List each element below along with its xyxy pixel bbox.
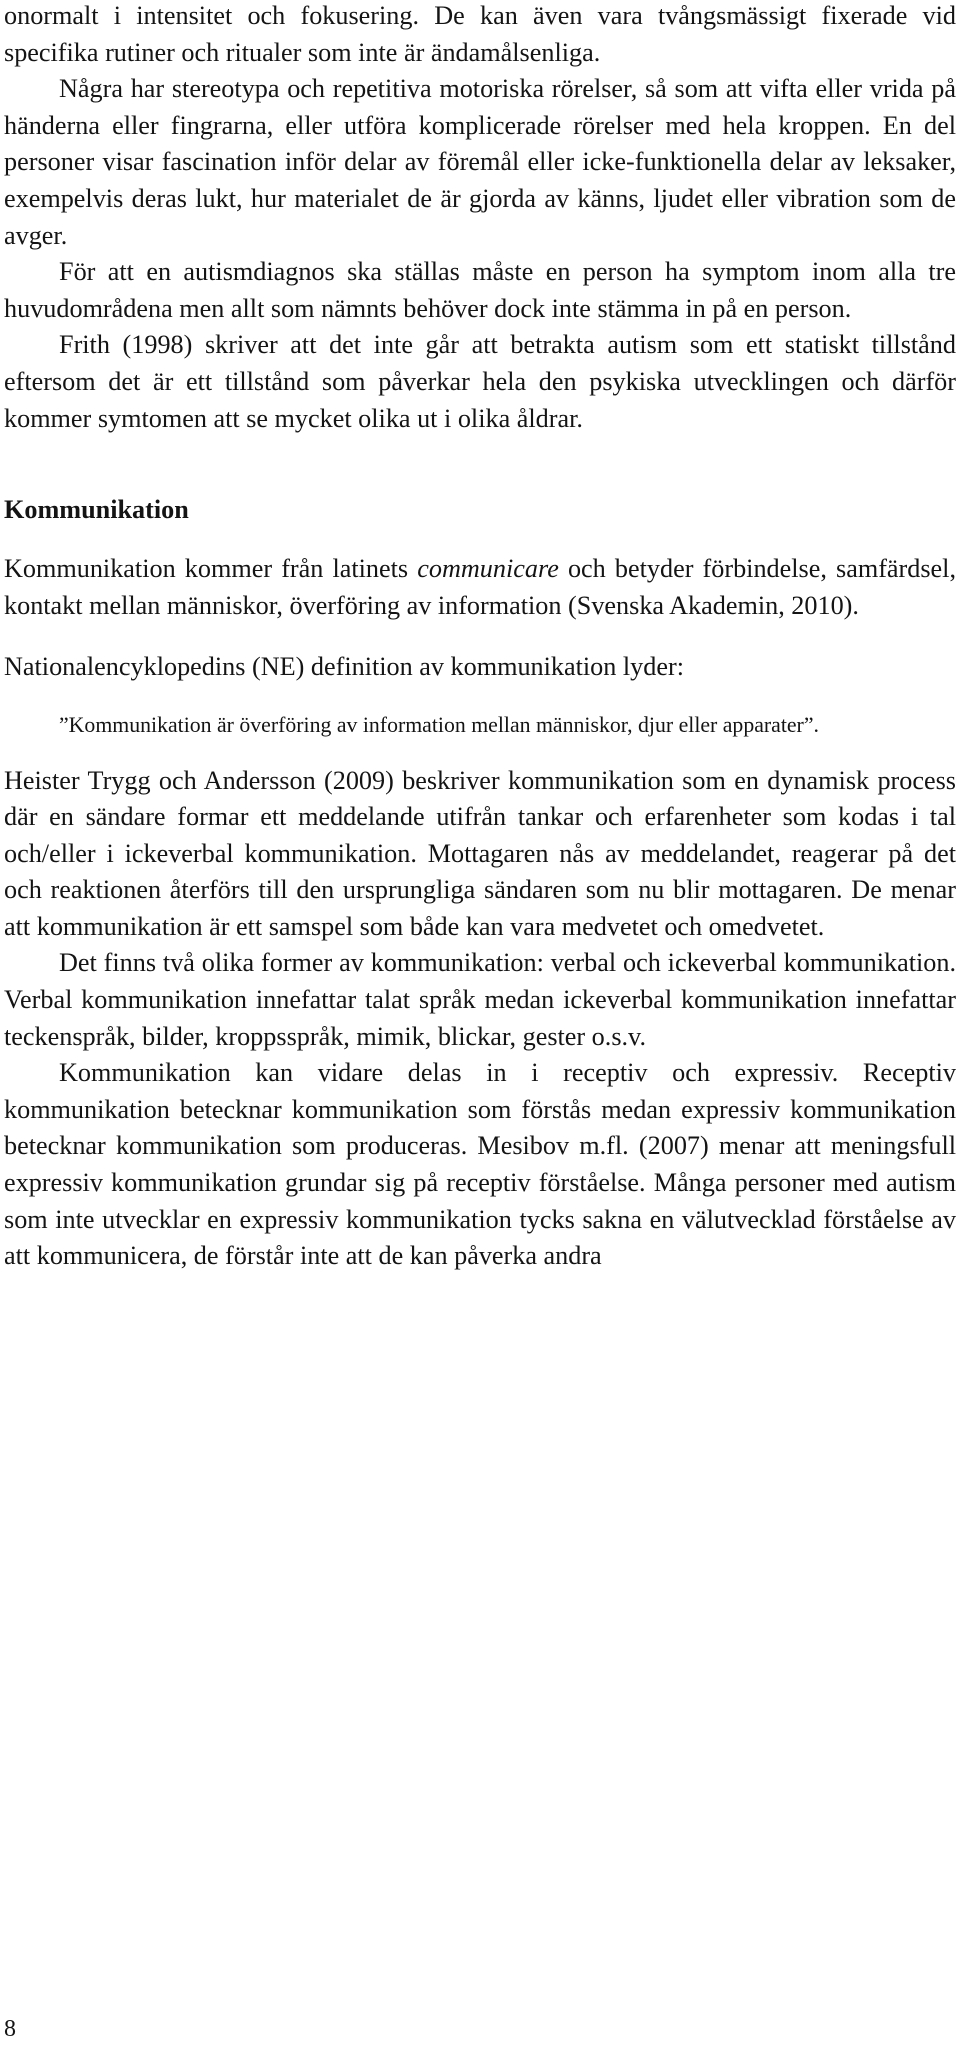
paragraph-heister-trygg: Heister Trygg och Andersson (2009) beskriver kommunikation som en dynamisk process där en sändare formar ett meddelande utifrån tankar och erfarenheter som kodas i tal och/eller i ickeverbal kommunikation. Mottagaren nås av meddelandet, reagerar på det och reaktionen återförs till den ursprungliga sändaren som nu blir mottagaren. De menar att kommunikation är ett samspel som både kan vara medvetet och omedvetet. [4, 765, 956, 941]
paragraph-motor-movements: Några har stereotypa och repetitiva motoriska rörelser, så som att vifta eller vrida på händerna eller fingrarna, eller utföra komplicerade rörelser med hela kroppen. En del personer visar fascination inför delar av föremål eller icke-funktionella delar av leksaker, exempelvis deras lukt, hur materialet de är gjorda av känns, ljudet eller vibration som de avger. [4, 74, 956, 250]
page-number: 8 [4, 2016, 16, 2042]
paragraph-receptive-expressive: Kommunikation kan vidare delas in i receptiv och expressiv. Receptiv kommunikation betecknar kommunikation som förstås medan expressiv kommunikation betecknar kommunikation som produceras. Mesibov m.fl. (2007) menar att meningsfull expressiv kommunikation grundar sig på receptiv förståelse. Många personer med autism som inte utvecklar en expressiv kommunikation tycks sakna en välutvecklad förståelse av att kommunicera, de förstår inte att de kan påverka andra [4, 1058, 956, 1271]
section-heading-kommunikation: Kommunikation [4, 495, 189, 525]
paragraph-communication-definition [4, 551, 956, 624]
block-quote: ”Kommunikation är överföring av information mellan människor, djur eller apparater”. [59, 712, 819, 737]
paragraph-diagnosis-criteria: För att en autismdiagnos ska ställas måste en person ha symptom inom alla tre huvudområdena men allt som nämnts behöver dock inte stämma in på en person. [4, 257, 956, 323]
intro-text: Kommunikation kommer från latinets [4, 554, 418, 584]
paragraph-symptoms-intensity: onormalt i intensitet och fokusering. De kan även vara tvångsmässigt fixerade vid specifika rutiner och ritualer som inte är ändamålsenliga. [4, 1, 956, 67]
page-content [4, 0, 956, 1275]
paragraph-forms-of-communication: Det finns två olika former av kommunikation: verbal och ickeverbal kommunikation. Verbal kommunikation innefattar talat språk medan ickeverbal kommunikation innefattar teckenspråk, bilder, kroppsspråk, mimik, blickar, gester o.s.v. [4, 948, 956, 1051]
latin-term: communicare [417, 554, 559, 584]
paragraph-frith: Frith (1998) skriver att det inte går att betrakta autism som ett statiskt tillstånd eftersom det är ett tillstånd som påverkar hela den psykiska utvecklingen och därför kommer symtomen att se mycket olika ut i olika åldrar. [4, 330, 956, 433]
intro-text-continued: och betyder förbindelse, samfärdsel, kontakt mellan människor, överföring av information (Svenska Akademin, 2010). [4, 554, 957, 620]
paragraph-ne-definition: Nationalencyklopedins (NE) definition av kommunikation lyder: [4, 652, 684, 682]
